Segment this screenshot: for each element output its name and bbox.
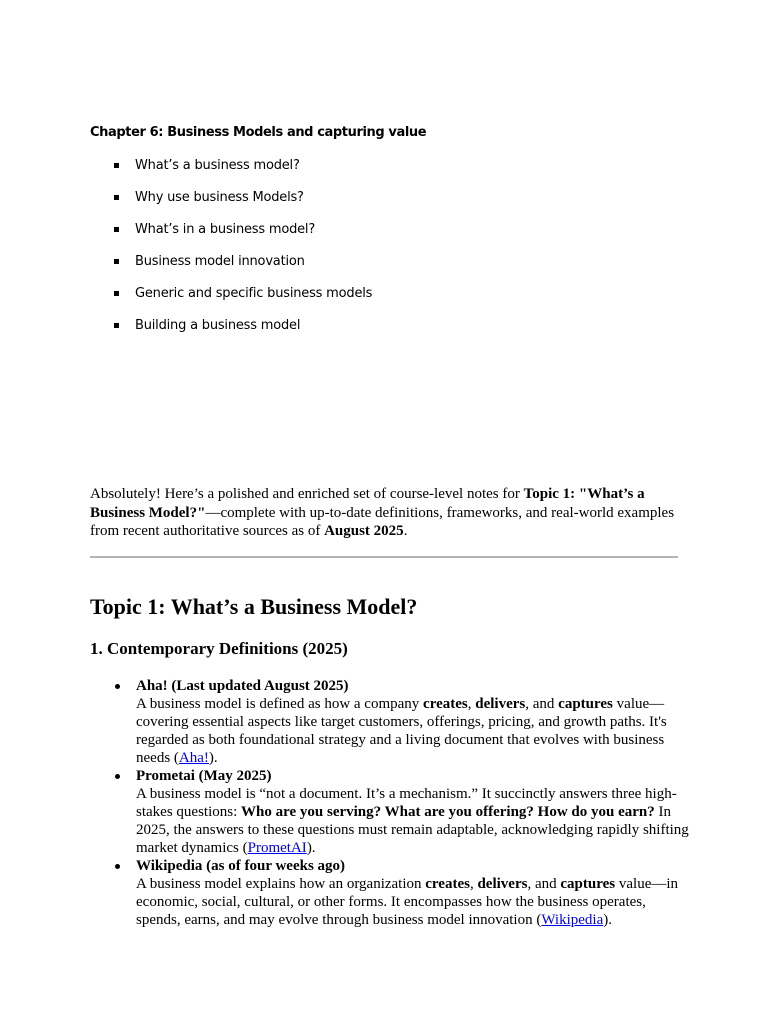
topic-heading: Topic 1: What’s a Business Model? [90, 594, 418, 619]
citation-link-aha[interactable]: Aha! [178, 750, 209, 766]
outline-item [90, 157, 372, 189]
intro-paragraph [90, 485, 690, 541]
emphasis: captures [558, 696, 613, 712]
chapter-title: Chapter 6: Business Models and capturing value [90, 125, 427, 140]
round-bullet-icon [115, 864, 120, 869]
chapter-outline [90, 157, 372, 349]
emphasis: Who are you serving? What are you offering? How do you earn? [241, 804, 655, 820]
text-run: , and [525, 696, 559, 712]
text-run: ). [208, 750, 218, 766]
outline-item-label: What’s in a business model? [135, 222, 316, 237]
emphasis: captures [560, 876, 616, 892]
intro-text: . [403, 523, 408, 539]
definition-source: Prometai (May 2025) [136, 768, 272, 784]
outline-item-label: Why use business Models? [135, 190, 304, 205]
emphasis: delivers [477, 876, 528, 892]
definition-item [90, 857, 690, 929]
outline-item [90, 221, 372, 253]
definition-source: Wikipedia (as of four weeks ago) [136, 858, 346, 874]
text-run: A business model explains how an organization [136, 876, 426, 892]
square-bullet-icon [114, 323, 119, 328]
round-bullet-icon [115, 684, 120, 689]
definition-text [136, 695, 690, 767]
outline-item-label: Building a business model [135, 318, 301, 333]
outline-item [90, 317, 372, 349]
intro-text: Absolutely! Here’s a polished and enriched set of course-level notes for [90, 486, 524, 502]
text-run: value—in economic, social, cultural, or other forms. It encompasses how the business operates, spends, earns, and may evolve through business model innovation ( [136, 876, 679, 928]
definition-item [90, 677, 690, 767]
citation-link-prometai[interactable]: PrometAI [247, 840, 307, 856]
outline-item [90, 253, 372, 285]
square-bullet-icon [114, 259, 119, 264]
square-bullet-icon [114, 195, 119, 200]
emphasis: creates [423, 696, 468, 712]
round-bullet-icon [115, 774, 120, 779]
outline-item-label: Generic and specific business models [135, 286, 373, 301]
outline-item-label: Business model innovation [135, 254, 305, 269]
outline-item [90, 285, 372, 317]
text-run: value—covering essential aspects like target customers, offerings, pricing, and growth paths. It's regarded as both foundational strategy and a living document that evolves with business needs ( [136, 696, 667, 766]
text-run: , [469, 876, 478, 892]
emphasis: delivers [475, 696, 526, 712]
text-run: ). [603, 912, 612, 928]
text-run: A business model is “not a document. It’s a mechanism.” It succinctly answers three high-stakes questions: [136, 786, 677, 820]
text-run: , and [527, 876, 561, 892]
definition-text [136, 875, 690, 929]
horizontal-divider [90, 556, 678, 558]
square-bullet-icon [114, 163, 119, 168]
citation-link-wikipedia[interactable]: Wikipedia [541, 912, 604, 928]
definitions-list [90, 677, 690, 929]
intro-date-emphasis: August 2025 [324, 523, 404, 539]
text-run: , [467, 696, 476, 712]
definition-item [90, 767, 690, 857]
intro-topic-emphasis: Topic 1: "What’s a Business Model?" [90, 486, 645, 521]
section-heading: 1. Contemporary Definitions (2025) [90, 639, 348, 658]
text-run: A business model is defined as how a company [136, 696, 424, 712]
square-bullet-icon [114, 291, 119, 296]
text-run: ). [306, 840, 316, 856]
definition-source: Aha! (Last updated August 2025) [136, 678, 349, 694]
square-bullet-icon [114, 227, 119, 232]
intro-text: —complete with up-to-date definitions, frameworks, and real-world examples from recent authoritative sources as of [90, 504, 675, 539]
outline-item [90, 189, 372, 221]
outline-item-label: What’s a business model? [135, 158, 300, 173]
definition-text [136, 785, 690, 857]
emphasis: creates [425, 876, 470, 892]
text-run: In 2025, the answers to these questions must remain adaptable, acknowledging rapidly shifting market dynamics ( [136, 804, 689, 856]
